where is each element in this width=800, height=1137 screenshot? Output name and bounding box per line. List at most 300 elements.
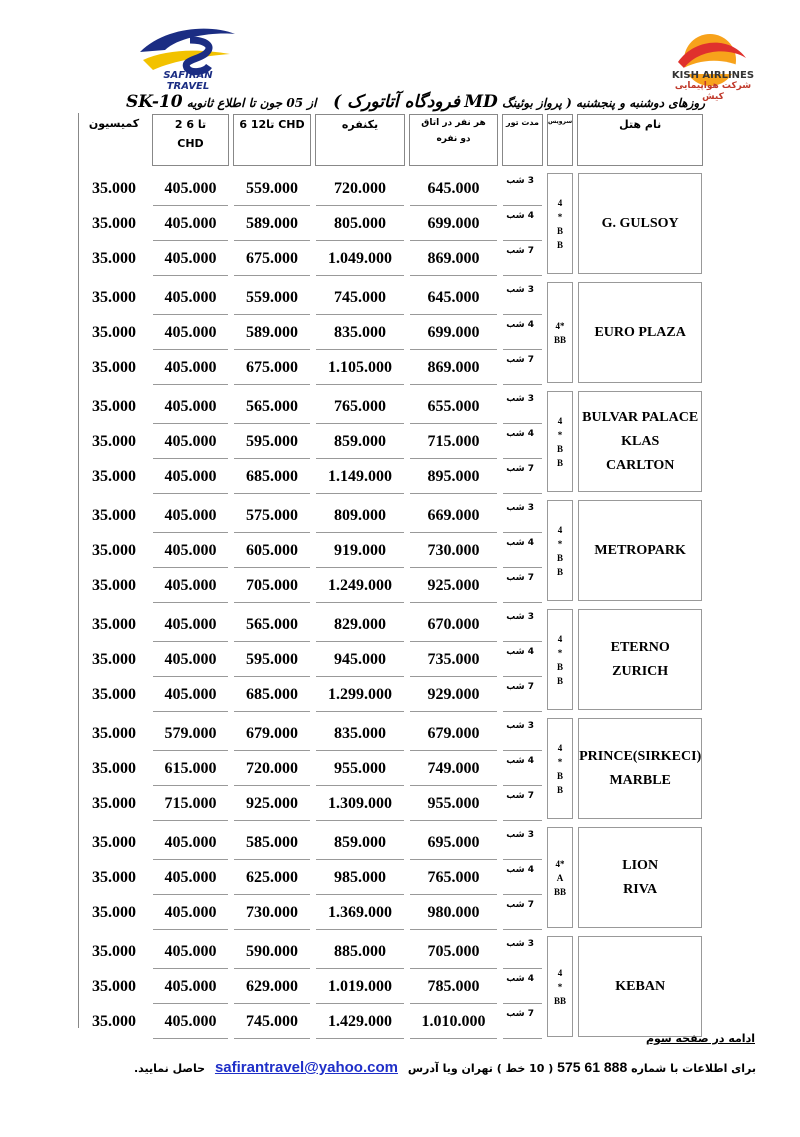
double-price-cell <box>407 786 500 821</box>
chd-6-12-cell-value: 685.000 <box>234 678 310 712</box>
double-price-cell-value: 869.000 <box>410 242 497 276</box>
service-code: * <box>557 429 563 440</box>
commission-cell-value: 35.000 <box>92 942 136 960</box>
single-price-cell <box>313 315 407 350</box>
double-price-cell-value: 670.000 <box>410 608 497 642</box>
single-price-cell <box>313 751 407 786</box>
chd-2-6-cell-value: 405.000 <box>153 425 228 459</box>
single-price-cell <box>313 825 407 860</box>
chd-6-12-cell-value: 605.000 <box>234 534 310 568</box>
double-price-cell <box>407 533 500 568</box>
single-price-cell-value: 720.000 <box>316 172 404 206</box>
hotel-box <box>578 282 702 383</box>
contact-email-link[interactable]: safirantravel@yahoo.com <box>214 1059 398 1076</box>
single-price-cell <box>313 498 407 533</box>
commission-cell <box>78 459 150 494</box>
service-cell <box>545 389 575 494</box>
chd-2-6-cell-value: 405.000 <box>153 460 228 494</box>
chd-6-12-cell <box>231 895 313 930</box>
double-price-cell-value: 895.000 <box>410 460 497 494</box>
title-dates: از 05 جون تا اطلاع ثانویه <box>186 96 317 110</box>
duration-value: 4 شب <box>503 643 542 677</box>
chd-6-12-cell <box>231 389 313 424</box>
single-price-cell-value: 945.000 <box>316 643 404 677</box>
chd-2-6-cell <box>150 860 231 895</box>
chd-6-12-cell-value: 565.000 <box>234 390 310 424</box>
chd-6-12-cell-value: 589.000 <box>234 207 310 241</box>
chd-6-12-cell <box>231 677 313 712</box>
duration-cell <box>500 533 545 568</box>
header-chd-6-12: 6 تا12 CHD <box>233 114 311 166</box>
commission-cell-value: 35.000 <box>92 724 136 742</box>
chd-2-6-cell <box>150 895 231 930</box>
chd-6-12-cell-value: 925.000 <box>234 787 310 821</box>
chd-6-12-cell <box>231 751 313 786</box>
service-code: B <box>557 784 564 795</box>
service-code: 4 <box>557 633 563 644</box>
duration-cell <box>500 934 545 969</box>
header-double-line1: هر نفر در اتاق <box>421 118 486 128</box>
service-cell <box>545 716 575 821</box>
single-price-cell <box>313 424 407 459</box>
duration-cell <box>500 825 545 860</box>
service-code: B <box>557 675 564 686</box>
duration-value: 3 شب <box>503 717 542 751</box>
single-price-cell-value: 1.019.000 <box>316 970 404 1004</box>
commission-cell-value: 35.000 <box>92 506 136 524</box>
chd-6-12-cell-value: 705.000 <box>234 569 310 603</box>
single-price-cell <box>313 860 407 895</box>
chd-6-12-cell <box>231 1004 313 1039</box>
title-airport: فرودگاه آتاتورک ) <box>333 92 461 112</box>
hotel-box <box>578 609 702 710</box>
chd-6-12-cell <box>231 206 313 241</box>
duration-cell <box>500 677 545 712</box>
double-price-cell <box>407 716 500 751</box>
hotel-name: ZURICH <box>612 663 669 679</box>
double-price-cell <box>407 751 500 786</box>
single-price-cell <box>313 677 407 712</box>
header-double <box>409 114 498 166</box>
single-price-cell-value: 859.000 <box>316 425 404 459</box>
service-code: B <box>557 552 564 563</box>
single-price-cell-value: 745.000 <box>316 281 404 315</box>
duration-value: 4 شب <box>503 970 542 1004</box>
single-price-cell-value: 985.000 <box>316 861 404 895</box>
double-price-cell-value: 749.000 <box>410 752 497 786</box>
chd-6-12-cell-value: 595.000 <box>234 643 310 677</box>
chd-2-6-cell-value: 405.000 <box>153 826 228 860</box>
commission-cell-value: 35.000 <box>92 288 136 306</box>
commission-cell-value: 35.000 <box>92 833 136 851</box>
duration-value: 7 شب <box>503 787 542 821</box>
double-price-cell-value: 655.000 <box>410 390 497 424</box>
hotel-cell <box>575 825 705 930</box>
chd-6-12-cell-value: 685.000 <box>234 460 310 494</box>
table-row <box>78 934 705 969</box>
single-price-cell <box>313 642 407 677</box>
hotel-box <box>578 936 702 1037</box>
table-row <box>78 171 705 206</box>
commission-cell <box>78 934 150 969</box>
table-row <box>78 498 705 533</box>
duration-value: 3 شب <box>503 935 542 969</box>
single-price-cell-value: 1.429.000 <box>316 1005 404 1039</box>
double-price-cell-value: 715.000 <box>410 425 497 459</box>
double-price-cell-value: 669.000 <box>410 499 497 533</box>
duration-value: 7 شب <box>503 351 542 385</box>
chd-2-6-cell-value: 405.000 <box>153 643 228 677</box>
hotel-name: BULVAR PALACE <box>582 409 699 425</box>
single-price-cell-value: 1.049.000 <box>316 242 404 276</box>
chd-6-12-cell <box>231 280 313 315</box>
service-code: * <box>557 647 563 658</box>
chd-2-6-cell-value: 405.000 <box>153 499 228 533</box>
chd-2-6-cell <box>150 315 231 350</box>
single-price-cell <box>313 241 407 276</box>
chd-2-6-cell <box>150 607 231 642</box>
commission-cell <box>78 1004 150 1039</box>
service-box <box>547 936 573 1037</box>
single-price-cell <box>313 459 407 494</box>
double-price-cell <box>407 350 500 385</box>
commission-cell-value: 35.000 <box>92 794 136 812</box>
contact-suffix: حاصل نمایید. <box>133 1062 206 1075</box>
contact-line <box>0 1059 756 1076</box>
chd-2-6-cell <box>150 459 231 494</box>
service-code: 4 <box>557 415 563 426</box>
chd-2-6-cell-value: 405.000 <box>153 608 228 642</box>
chd-6-12-cell-value: 559.000 <box>234 172 310 206</box>
duration-value: 4 شب <box>503 425 542 459</box>
title-md: MD <box>464 92 498 112</box>
table-header-row <box>78 113 705 167</box>
commission-cell-value: 35.000 <box>92 541 136 559</box>
chd-6-12-cell-value: 565.000 <box>234 608 310 642</box>
single-price-cell <box>313 786 407 821</box>
commission-cell-value: 35.000 <box>92 467 136 485</box>
commission-cell <box>78 206 150 241</box>
single-price-cell-value: 1.105.000 <box>316 351 404 385</box>
safiran-brand-line2: TRAVEL <box>166 81 210 92</box>
chd-2-6-cell <box>150 424 231 459</box>
double-price-cell-value: 1.010.000 <box>410 1005 497 1039</box>
chd-6-12-cell-value: 559.000 <box>234 281 310 315</box>
double-price-cell <box>407 860 500 895</box>
double-price-cell-value: 765.000 <box>410 861 497 895</box>
chd-2-6-cell-value: 405.000 <box>153 281 228 315</box>
single-price-cell <box>313 171 407 206</box>
commission-cell <box>78 424 150 459</box>
chd-6-12-cell <box>231 533 313 568</box>
chd-6-12-cell-value: 679.000 <box>234 717 310 751</box>
single-price-cell <box>313 533 407 568</box>
double-price-cell <box>407 825 500 860</box>
single-price-cell-value: 829.000 <box>316 608 404 642</box>
duration-cell <box>500 969 545 1004</box>
kish-brand-name: KISH AIRLINES <box>671 70 755 81</box>
double-price-cell-value: 695.000 <box>410 826 497 860</box>
header-commission: کمیسیون <box>88 117 140 130</box>
double-price-cell <box>407 206 500 241</box>
commission-cell <box>78 350 150 385</box>
title-flight: ( پرواز بوئینگ <box>501 96 572 110</box>
chd-2-6-cell-value: 405.000 <box>153 935 228 969</box>
price-table <box>78 113 705 1039</box>
hotel-name: METROPARK <box>594 542 686 558</box>
service-code: B <box>557 566 564 577</box>
chd-6-12-cell-value: 745.000 <box>234 1005 310 1039</box>
duration-cell <box>500 280 545 315</box>
single-price-cell-value: 919.000 <box>316 534 404 568</box>
single-price-cell-value: 1.149.000 <box>316 460 404 494</box>
chd-2-6-cell <box>150 786 231 821</box>
kish-brand-name-fa: شرکت هواپیمایی کیش <box>674 81 752 102</box>
duration-cell <box>500 860 545 895</box>
duration-value: 7 شب <box>503 1005 542 1039</box>
service-box <box>547 827 573 928</box>
single-price-cell-value: 859.000 <box>316 826 404 860</box>
single-price-cell-value: 805.000 <box>316 207 404 241</box>
duration-cell <box>500 786 545 821</box>
commission-cell-value: 35.000 <box>92 650 136 668</box>
duration-value: 3 شب <box>503 499 542 533</box>
chd-6-12-cell <box>231 607 313 642</box>
duration-value: 3 شب <box>503 281 542 315</box>
header-double-line2: دو نفره <box>436 134 471 144</box>
service-code: B <box>557 661 564 672</box>
safiran-brand-line1: SAFIRAN <box>163 70 213 81</box>
duration-value: 4 شب <box>503 534 542 568</box>
chd-6-12-cell <box>231 969 313 1004</box>
double-price-cell <box>407 969 500 1004</box>
commission-cell <box>78 389 150 424</box>
service-code: B <box>557 457 564 468</box>
duration-value: 4 شب <box>503 207 542 241</box>
commission-cell-value: 35.000 <box>92 903 136 921</box>
table-row <box>78 389 705 424</box>
commission-cell <box>78 860 150 895</box>
service-box <box>547 173 573 274</box>
duration-value: 7 شب <box>503 896 542 930</box>
double-price-cell <box>407 459 500 494</box>
single-price-cell-value: 1.299.000 <box>316 678 404 712</box>
duration-value: 3 شب <box>503 390 542 424</box>
single-price-cell-value: 765.000 <box>316 390 404 424</box>
chd-6-12-cell <box>231 860 313 895</box>
service-code: * <box>557 211 563 222</box>
duration-cell <box>500 895 545 930</box>
chd-6-12-cell <box>231 241 313 276</box>
service-code: A <box>556 872 564 883</box>
chd-6-12-cell-value: 590.000 <box>234 935 310 969</box>
header-hotel: نام هتل <box>577 114 703 166</box>
commission-cell <box>78 786 150 821</box>
service-code: * <box>557 756 563 767</box>
double-price-cell <box>407 1004 500 1039</box>
table-row <box>78 716 705 751</box>
double-price-cell <box>407 677 500 712</box>
duration-cell <box>500 642 545 677</box>
contact-prefix: برای اطلاعات با شماره <box>631 1062 756 1075</box>
contact-address: تهران ویا آدرس <box>407 1062 493 1075</box>
duration-cell <box>500 315 545 350</box>
double-price-cell-value: 645.000 <box>410 172 497 206</box>
single-price-cell <box>313 1004 407 1039</box>
double-price-cell-value: 925.000 <box>410 569 497 603</box>
service-code: B <box>557 770 564 781</box>
single-price-cell <box>313 350 407 385</box>
chd-6-12-cell <box>231 424 313 459</box>
double-price-cell <box>407 424 500 459</box>
double-price-cell <box>407 280 500 315</box>
duration-value: 3 شب <box>503 826 542 860</box>
duration-value: 3 شب <box>503 608 542 642</box>
chd-2-6-cell-value: 405.000 <box>153 678 228 712</box>
chd-2-6-cell-value: 405.000 <box>153 351 228 385</box>
chd-2-6-cell-value: 405.000 <box>153 534 228 568</box>
chd-2-6-cell <box>150 389 231 424</box>
duration-cell <box>500 498 545 533</box>
hotel-cell <box>575 498 705 603</box>
chd-6-12-cell-value: 625.000 <box>234 861 310 895</box>
service-cell <box>545 607 575 712</box>
duration-cell <box>500 1004 545 1039</box>
chd-6-12-cell-value: 675.000 <box>234 351 310 385</box>
duration-value: 7 شب <box>503 678 542 712</box>
service-cell <box>545 498 575 603</box>
chd-6-12-cell-value: 589.000 <box>234 316 310 350</box>
service-cell <box>545 171 575 276</box>
single-price-cell-value: 1.249.000 <box>316 569 404 603</box>
chd-6-12-cell-value: 575.000 <box>234 499 310 533</box>
duration-value: 4 شب <box>503 316 542 350</box>
commission-cell-value: 35.000 <box>92 323 136 341</box>
table-row <box>78 280 705 315</box>
single-price-cell <box>313 716 407 751</box>
chd-2-6-cell <box>150 825 231 860</box>
duration-value: 4 شب <box>503 861 542 895</box>
hotel-cell <box>575 171 705 276</box>
chd-2-6-cell-value: 405.000 <box>153 861 228 895</box>
duration-cell <box>500 241 545 276</box>
chd-2-6-cell <box>150 171 231 206</box>
service-code: 4 <box>557 742 563 753</box>
chd-2-6-cell-value: 405.000 <box>153 569 228 603</box>
double-price-cell <box>407 171 500 206</box>
service-code: B <box>557 225 564 236</box>
hotel-cell <box>575 607 705 712</box>
single-price-cell-value: 835.000 <box>316 316 404 350</box>
chd-6-12-cell <box>231 498 313 533</box>
chd-2-6-cell <box>150 206 231 241</box>
double-price-cell <box>407 315 500 350</box>
chd-2-6-cell <box>150 350 231 385</box>
service-code: BB <box>554 995 567 1006</box>
chd-2-6-cell-value: 405.000 <box>153 207 228 241</box>
double-price-cell-value: 929.000 <box>410 678 497 712</box>
duration-cell <box>500 424 545 459</box>
hotel-name: CARLTON <box>605 457 675 473</box>
single-price-cell <box>313 607 407 642</box>
header-service: سرویس <box>547 114 573 166</box>
chd-2-6-cell <box>150 751 231 786</box>
continued-note: ادامه در صفحه سوم <box>645 1032 755 1045</box>
service-code: B <box>557 443 564 454</box>
hotel-box <box>578 827 702 928</box>
service-code: * <box>557 538 563 549</box>
duration-cell <box>500 716 545 751</box>
commission-cell-value: 35.000 <box>92 685 136 703</box>
service-code: * <box>557 981 563 992</box>
duration-cell <box>500 389 545 424</box>
duration-cell <box>500 350 545 385</box>
duration-value: 7 شب <box>503 460 542 494</box>
hotel-cell <box>575 280 705 385</box>
service-cell <box>545 934 575 1039</box>
chd-2-6-cell <box>150 280 231 315</box>
table-row <box>78 825 705 860</box>
hotel-box <box>578 718 702 819</box>
commission-cell-value: 35.000 <box>92 397 136 415</box>
commission-cell-value: 35.000 <box>92 249 136 267</box>
service-code: 4* <box>555 320 565 331</box>
duration-value: 7 شب <box>503 242 542 276</box>
chd-2-6-cell-value: 405.000 <box>153 390 228 424</box>
hotel-name: KLAS <box>621 433 660 449</box>
service-cell <box>545 825 575 930</box>
service-code: 4 <box>557 967 563 978</box>
duration-value: 7 شب <box>503 569 542 603</box>
single-price-cell-value: 835.000 <box>316 717 404 751</box>
duration-cell <box>500 171 545 206</box>
commission-cell <box>78 533 150 568</box>
chd-2-6-cell <box>150 716 231 751</box>
header-duration: مدت تور <box>502 114 543 166</box>
chd-6-12-cell <box>231 825 313 860</box>
chd-2-6-cell <box>150 969 231 1004</box>
chd-6-12-cell <box>231 171 313 206</box>
duration-cell <box>500 751 545 786</box>
commission-cell-value: 35.000 <box>92 358 136 376</box>
hotel-name: MARBLE <box>609 772 671 788</box>
table-row <box>78 607 705 642</box>
double-price-cell-value: 679.000 <box>410 717 497 751</box>
duration-cell <box>500 568 545 603</box>
chd-6-12-cell <box>231 642 313 677</box>
duration-cell <box>500 459 545 494</box>
hotel-name: EURO PLAZA <box>594 324 686 340</box>
double-price-cell <box>407 498 500 533</box>
chd-2-6-cell-value: 579.000 <box>153 717 228 751</box>
single-price-cell <box>313 206 407 241</box>
service-code: 4 <box>557 524 563 535</box>
hotel-cell <box>575 389 705 494</box>
service-code: 4* <box>555 858 565 869</box>
chd-6-12-cell-value: 730.000 <box>234 896 310 930</box>
service-cell <box>545 280 575 385</box>
commission-cell-value: 35.000 <box>92 576 136 594</box>
single-price-cell-value: 1.369.000 <box>316 896 404 930</box>
hotel-cell <box>575 716 705 821</box>
service-code: BB <box>554 886 567 897</box>
double-price-cell <box>407 389 500 424</box>
chd-2-6-cell <box>150 568 231 603</box>
title-code: SK-10 <box>126 92 183 112</box>
hotel-name: RIVA <box>623 881 658 897</box>
chd-2-6-cell <box>150 642 231 677</box>
service-box <box>547 391 573 492</box>
